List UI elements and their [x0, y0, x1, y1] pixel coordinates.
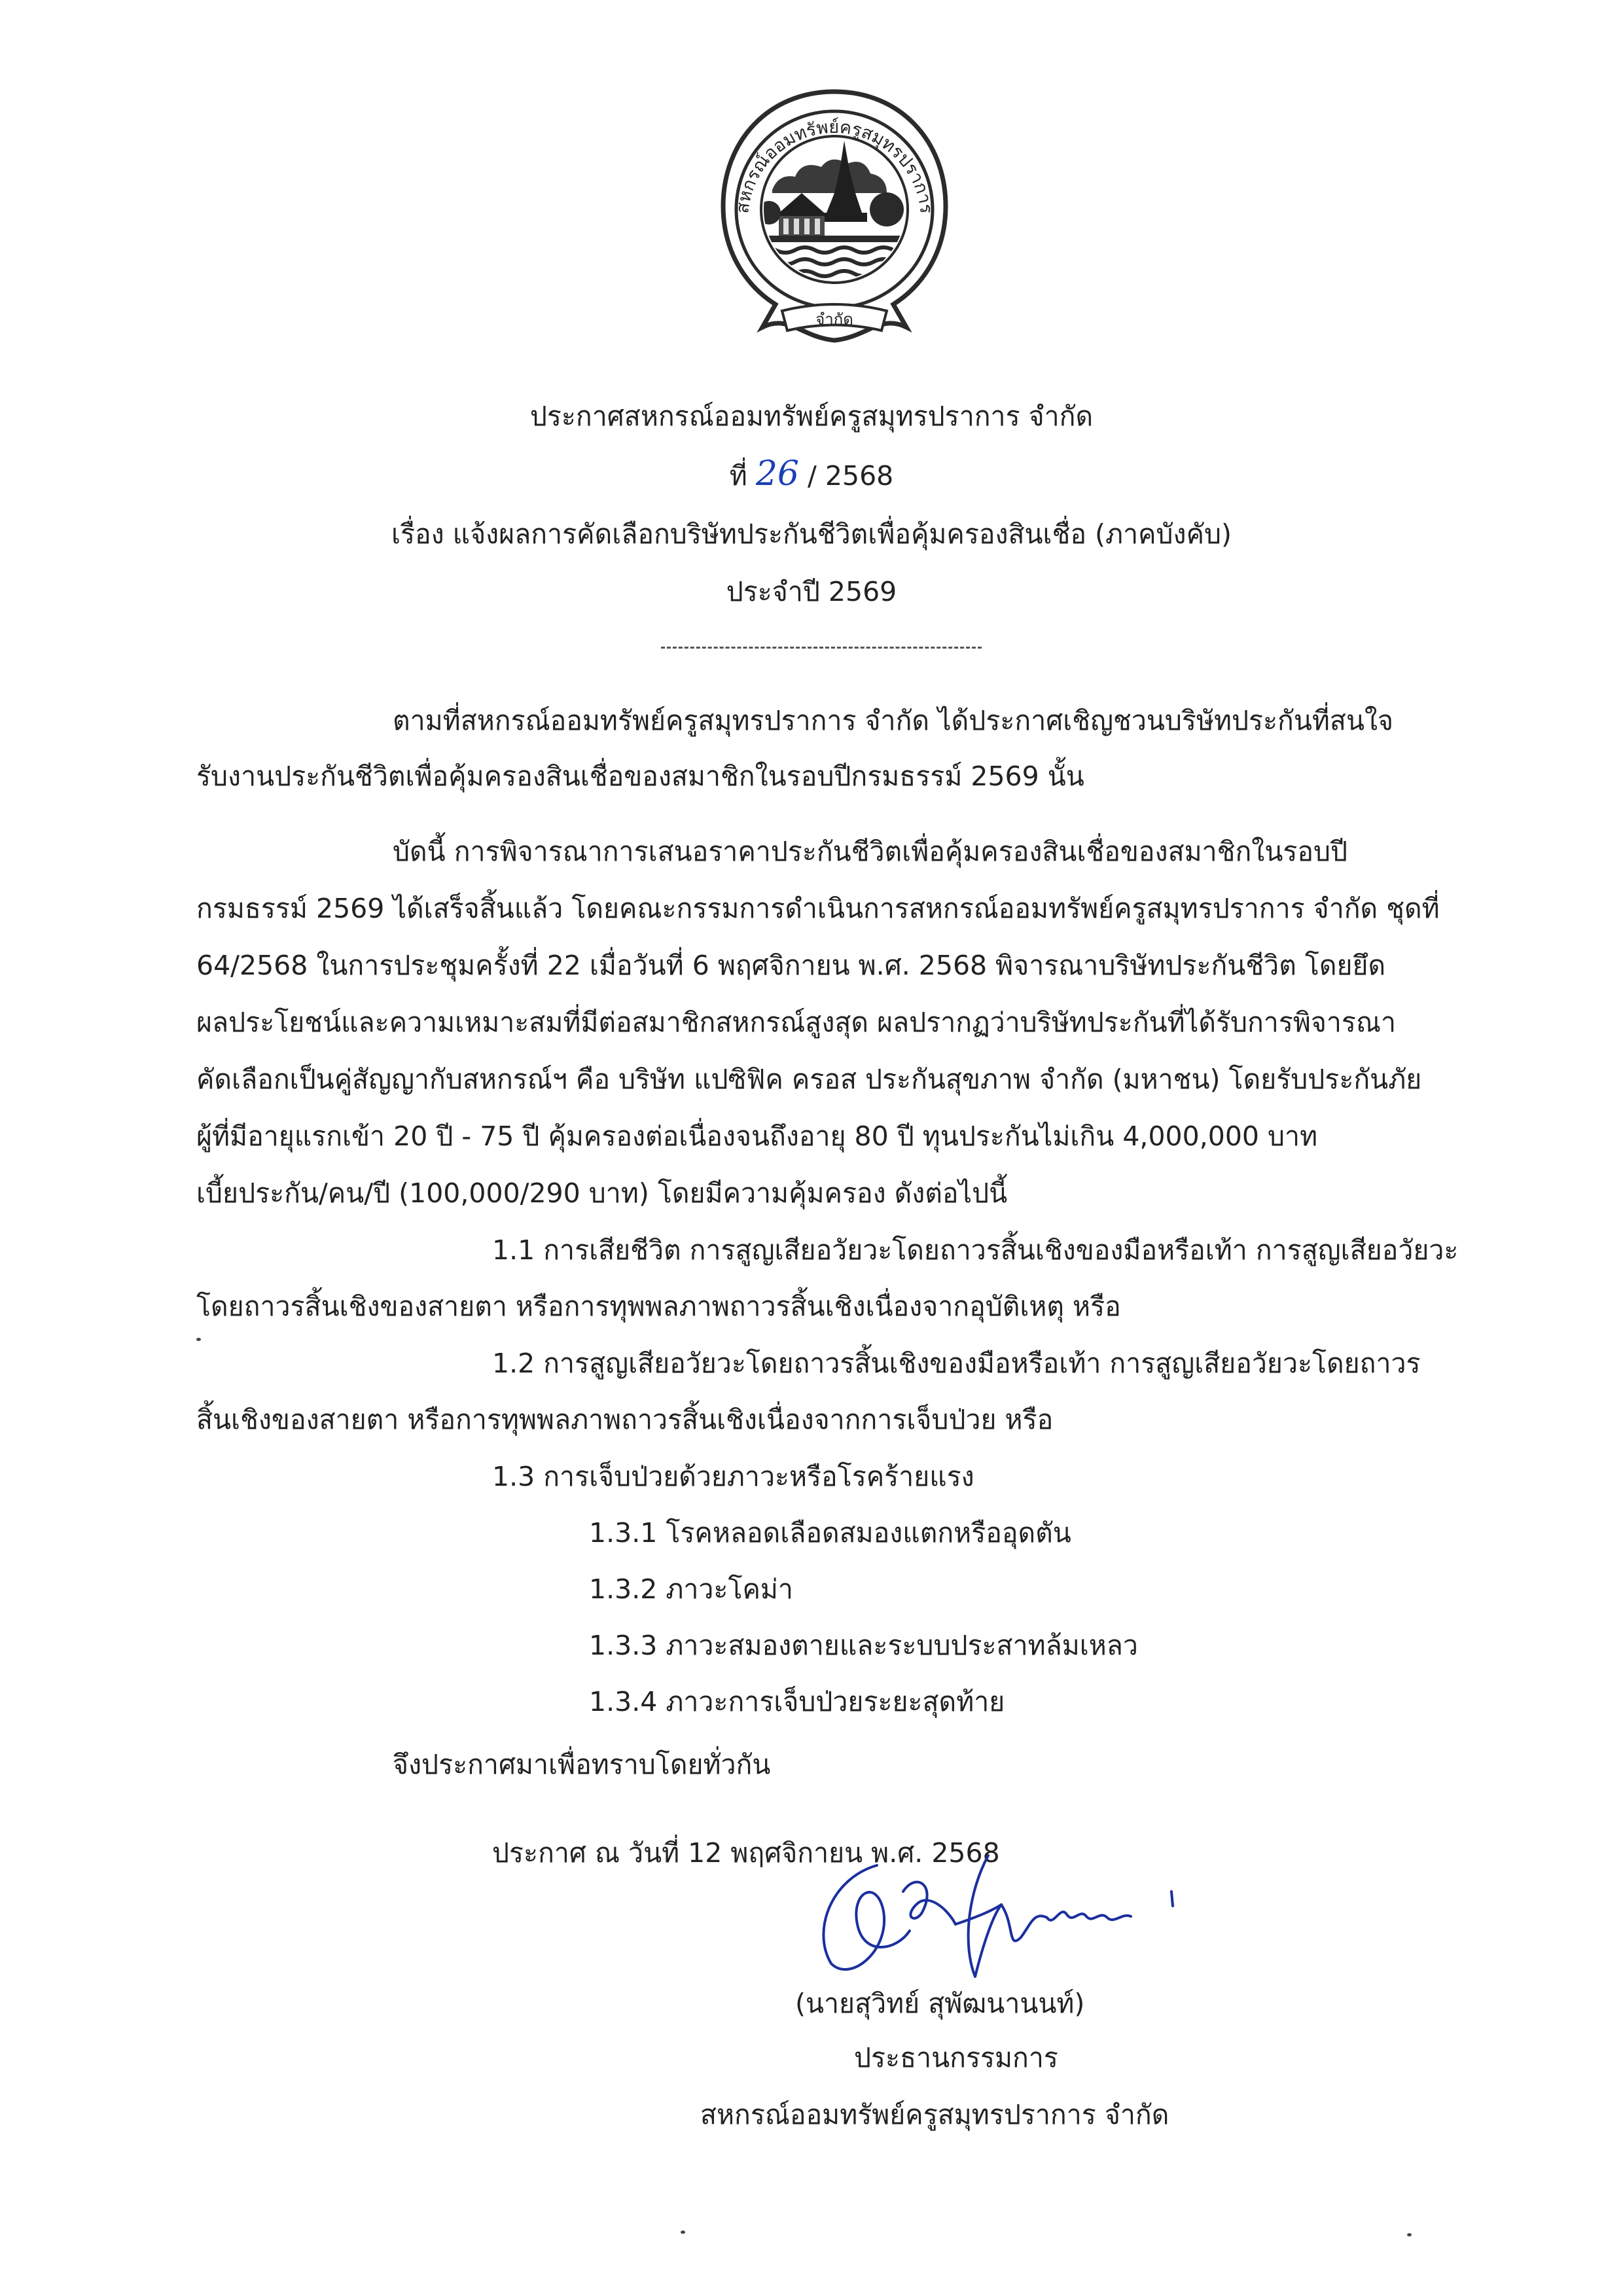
signatory-organization: สหกรณ์ออมทรัพย์ครูสมุทรปราการ จำกัด [700, 2099, 1169, 2130]
scan-speck [196, 1338, 201, 1341]
handwritten-number: 26 [755, 454, 799, 493]
scan-speck [1407, 2233, 1412, 2236]
handwritten-signature [805, 1852, 1211, 1990]
cooperative-seal-logo [710, 79, 959, 360]
coverage-item-1-1-cont: โดยถาวรสิ้นเชิงของสายตา หรือการทุพพลภาพถาวรสิ้นเชิงเนื่องจากอุบัติเหตุ หรือ [196, 1291, 1121, 1322]
coverage-subitem: 1.3.1 โรคหลอดเลือดสมองแตกหรืออุดตัน [589, 1517, 1071, 1549]
signatory-name: (นายสุวิทย์ สุพัฒนานนท์) [795, 1988, 1085, 2019]
paragraph-2-line: เบี้ยประกัน/คน/ปี (100,000/290 บาท) โดยมีความคุ้มครอง ดังต่อไปนี้ [196, 1177, 1008, 1209]
paragraph-2-line: กรมธรรม์ 2569 ได้เสร็จสิ้นแล้ว โดยคณะกรรมการดำเนินการสหกรณ์ออมทรัพย์ครูสมุทรปราการ จำกัด ชุดที่ [196, 893, 1440, 924]
paragraph-2-line: บัดนี้ การพิจารณาการเสนอราคาประกันชีวิตเพื่อคุ้มครองสินเชื่อของสมาชิกในรอบปี [393, 836, 1348, 867]
announcement-year: ประจำปี 2569 [726, 576, 897, 607]
announcement-subject: เรื่อง แจ้งผลการคัดเลือกบริษัทประกันชีวิตเพื่อคุ้มครองสินเชื่อ (ภาคบังคับ) [391, 518, 1232, 550]
announcement-title: ประกาศสหกรณ์ออมทรัพย์ครูสมุทรปราการ จำกัด [529, 401, 1094, 432]
paragraph-2-line: 64/2568 ในการประชุมครั้งที่ 22 เมื่อวันที่ 6 พฤศจิกายน พ.ศ. 2568 พิจารณาบริษัทประกันชีวิต โดยยึด [196, 950, 1386, 981]
paragraph-1-line: รับงานประกันชีวิตเพื่อคุ้มครองสินเชื่อของสมาชิกในรอบปีกรมธรรม์ 2569 นั้น [196, 761, 1084, 792]
number-prefix: ที่ [729, 460, 747, 492]
seal-top-text: สหกรณ์ออมทรัพย์ครูสมุทรปราการ [732, 117, 936, 215]
announcement-date: ประกาศ ณ วันที่ 12 พฤศจิกายน พ.ศ. 2568 [492, 1837, 1000, 1869]
announcement-number [0, 454, 1623, 493]
seal-bottom-text: จำกัด [815, 310, 853, 329]
coverage-subitem: 1.3.4 ภาวะการเจ็บป่วยระยะสุดท้าย [589, 1686, 1005, 1717]
header-divider [661, 647, 982, 649]
paragraph-2-line: ผลประโยชน์และความเหมาะสมที่มีต่อสมาชิกสหกรณ์สูงสุด ผลปรากฏว่าบริษัทประกันที่ได้รับการพิจารณา [196, 1007, 1397, 1038]
closing-statement: จึงประกาศมาเพื่อทราบโดยทั่วกัน [393, 1749, 771, 1780]
paragraph-2-line: ผู้ที่มีอายุแรกเข้า 20 ปี - 75 ปี คุ้มครองต่อเนื่องจนถึงอายุ 80 ปี ทุนประกันไม่เกิน 4,000,000 บาท [196, 1121, 1318, 1152]
paragraph-2-line: คัดเลือกเป็นคู่สัญญากับสหกรณ์ฯ คือ บริษัท แปซิฟิค ครอส ประกันสุขภาพ จำกัด (มหาชน) โดยรับประกันภัย [196, 1064, 1422, 1095]
coverage-item-1-2: 1.2 การสูญเสียอวัยวะโดยถาวรสิ้นเชิงของมือหรือเท้า การสูญเสียอวัยวะโดยถาวร [492, 1348, 1421, 1379]
coverage-item-1-2-cont: สิ้นเชิงของสายตา หรือการทุพพลภาพถาวรสิ้นเชิงเนื่องจากการเจ็บป่วย หรือ [196, 1404, 1054, 1435]
number-suffix: / 2568 [808, 460, 894, 492]
coverage-item-1-1: 1.1 การเสียชีวิต การสูญเสียอวัยวะโดยถาวรสิ้นเชิงของมือหรือเท้า การสูญเสียอวัยวะ [492, 1234, 1459, 1266]
coverage-item-1-3: 1.3 การเจ็บป่วยด้วยภาวะหรือโรคร้ายแรง [492, 1461, 974, 1492]
scan-speck [681, 2231, 685, 2234]
coverage-subitem: 1.3.2 ภาวะโคม่า [589, 1573, 793, 1605]
coverage-subitem: 1.3.3 ภาวะสมองตายและระบบประสาทล้มเหลว [589, 1630, 1138, 1661]
signatory-position: ประธานกรรมการ [854, 2042, 1058, 2073]
paragraph-1-line: ตามที่สหกรณ์ออมทรัพย์ครูสมุทรปราการ จำกัด ได้ประกาศเชิญชวนบริษัทประกันที่สนใจ [393, 705, 1394, 736]
